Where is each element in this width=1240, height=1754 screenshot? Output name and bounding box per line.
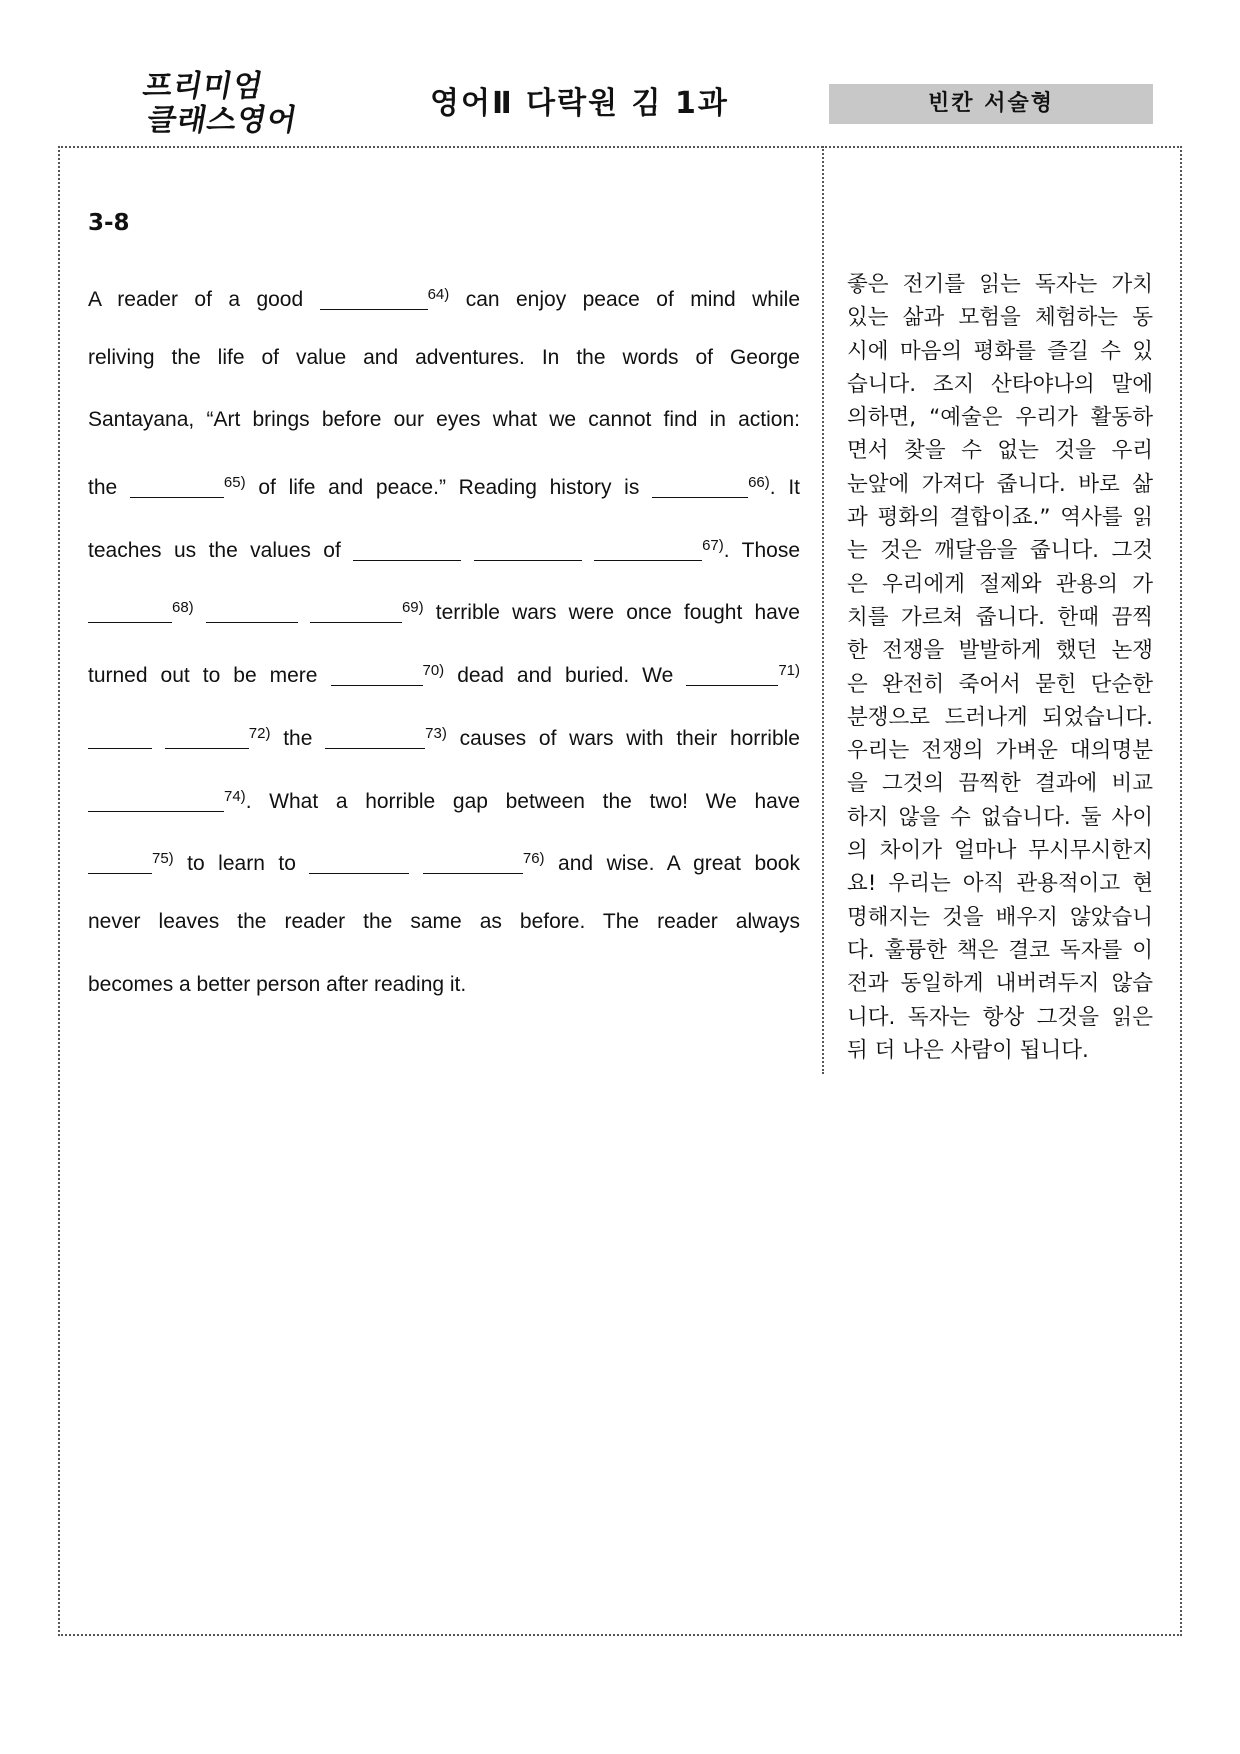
page-title: 영어Ⅱ 다락원 김 1과: [430, 86, 729, 121]
passage-line: [88, 452, 800, 515]
passage-line: [88, 954, 800, 1017]
translation-line: 습니다. 조지 산타야나의 말에: [847, 371, 1153, 397]
translation-line: 좋은 전기를 읽는 독자는 가치: [847, 272, 1153, 297]
passage-line: [88, 264, 800, 327]
blank-number: 76): [522, 850, 545, 868]
answer-blank[interactable]: [686, 663, 778, 686]
passage-text: [194, 601, 206, 624]
passage-line: [88, 703, 800, 766]
translation-line: 분쟁으로 드러나게 되었습니다.: [847, 704, 1153, 730]
translation-line: 다. 훌륭한 책은 결코 독자를 이: [847, 937, 1153, 963]
blank-number: 69): [401, 599, 424, 617]
passage-text: . Those: [723, 538, 801, 562]
translation-line: 을 그것의 끔찍한 결과에 비교: [847, 771, 1153, 797]
translation-line: 하지 않을 수 없습니다. 둘 사이: [847, 804, 1153, 830]
answer-blank[interactable]: [206, 600, 298, 623]
passage-line: [88, 640, 800, 703]
passage-text: and wise. A great book: [544, 852, 800, 876]
translation-line: 은 완전히 죽어서 묻힌 단순한: [847, 671, 1153, 697]
translation-line: 뒤 더 나은 사람이 됩니다.: [847, 1037, 1089, 1063]
passage-text: can enjoy peace of mind while: [449, 288, 800, 311]
answer-blank[interactable]: [88, 600, 172, 623]
column-divider: [822, 146, 824, 1074]
passage-line: [88, 577, 800, 640]
blank-number: 67): [702, 536, 724, 554]
answer-blank[interactable]: [423, 851, 523, 874]
blank-number: 65): [223, 474, 246, 492]
passage-text: turned out to be mere: [88, 664, 331, 688]
translation-line: 한 전쟁을 발발하게 했던 논쟁: [847, 638, 1153, 664]
passage-text: the: [88, 476, 130, 500]
passage-text: A reader of a good: [88, 288, 320, 311]
passage-text: [461, 539, 473, 562]
answer-blank[interactable]: [88, 851, 152, 874]
blank-number: 72): [248, 724, 271, 742]
blank-number: 68): [172, 599, 194, 617]
answer-blank[interactable]: [594, 538, 702, 561]
passage-text: of life and peace.” Reading history is: [245, 476, 653, 500]
translation-line: 는 것은 깨달음을 줍니다. 그것: [847, 538, 1153, 564]
translation-line: 있는 삶과 모험을 체험하는 동: [847, 305, 1153, 331]
blank-number: 74): [224, 787, 246, 805]
passage-text: Santayana, “Art brings before our eyes what we cannot find in action:: [88, 408, 800, 432]
translation-line: 은 우리에게 절제와 관용의 가: [847, 571, 1153, 597]
answer-blank[interactable]: [309, 851, 409, 874]
translation-line: 명해지는 것을 배우지 않았습니: [847, 904, 1153, 930]
english-passage: [88, 264, 800, 1016]
answer-blank[interactable]: [474, 538, 582, 561]
translation-line: 눈앞에 가져다 줍니다. 바로 삶: [847, 471, 1153, 497]
translation-line: 요! 우리는 아직 관용적이고 현: [847, 871, 1153, 897]
section-number: 3-8: [88, 210, 130, 236]
answer-blank[interactable]: [320, 287, 428, 310]
translation-line: 의 차이가 얼마나 무시무시한지: [847, 838, 1153, 864]
answer-blank[interactable]: [130, 475, 224, 498]
passage-line: [88, 828, 800, 891]
blank-number: 70): [422, 662, 445, 680]
translation-line: 전과 동일하게 내버려두지 않습: [847, 971, 1153, 997]
passage-text: . What a horrible gap between the two! We have: [245, 789, 800, 813]
passage-text: to learn to: [173, 852, 310, 876]
translation-line: 시에 마음의 평화를 즐길 수 있: [847, 338, 1153, 364]
passage-text: becomes a better person after reading it.: [88, 972, 467, 996]
blank-number: 64): [427, 286, 450, 303]
answer-blank[interactable]: [88, 726, 152, 749]
logo-line-1: 프리미엄: [140, 69, 267, 104]
passage-line: [88, 389, 800, 452]
passage-text: never leaves the reader the same as before. The reader always: [88, 909, 800, 933]
answer-blank[interactable]: [353, 538, 461, 561]
answer-blank[interactable]: [310, 600, 402, 623]
passage-line: [88, 766, 800, 829]
korean-translation: [847, 268, 1153, 1067]
passage-text: . It: [769, 476, 800, 500]
passage-text: causes of wars with their horrible: [446, 726, 800, 750]
passage-text: [409, 852, 423, 875]
answer-blank[interactable]: [88, 789, 224, 812]
passage-text: the: [270, 726, 326, 750]
translation-line: 과 평화의 결합이죠.” 역사를 읽: [847, 505, 1153, 531]
answer-blank[interactable]: [331, 663, 423, 686]
logo-line-2: 클래스영어: [144, 103, 301, 138]
answer-blank[interactable]: [652, 475, 748, 498]
passage-line: [88, 515, 800, 578]
translation-line: 우리는 전쟁의 가벼운 대의명분: [847, 738, 1153, 764]
translation-line: 면서 찾을 수 없는 것을 우리: [847, 438, 1153, 464]
translation-line: 의하면, “예술은 우리가 활동하: [847, 405, 1153, 431]
translation-line: 니다. 독자는 항상 그것을 읽은: [847, 1004, 1153, 1030]
passage-line: [88, 891, 800, 954]
brand-logo: [134, 70, 326, 140]
answer-blank[interactable]: [165, 726, 249, 749]
passage-text: [152, 727, 165, 750]
passage-text: reliving the life of value and adventures. In the words of George: [88, 345, 800, 369]
answer-blank[interactable]: [325, 726, 425, 749]
passage-text: dead and buried. We: [444, 664, 687, 688]
passage-text: terrible wars were once fought have: [423, 601, 800, 625]
blank-number: 73): [425, 724, 447, 742]
passage-line: [88, 327, 800, 390]
blank-number: 66): [748, 474, 770, 492]
passage-text: [582, 539, 594, 562]
worksheet-type-badge: 빈칸 서술형: [829, 84, 1153, 124]
blank-number: 71): [778, 662, 800, 680]
passage-text: teaches us the values of: [88, 538, 354, 562]
passage-text: [298, 601, 310, 624]
translation-line: 치를 가르쳐 줍니다. 한때 끔찍: [847, 604, 1153, 630]
blank-number: 75): [152, 850, 174, 868]
